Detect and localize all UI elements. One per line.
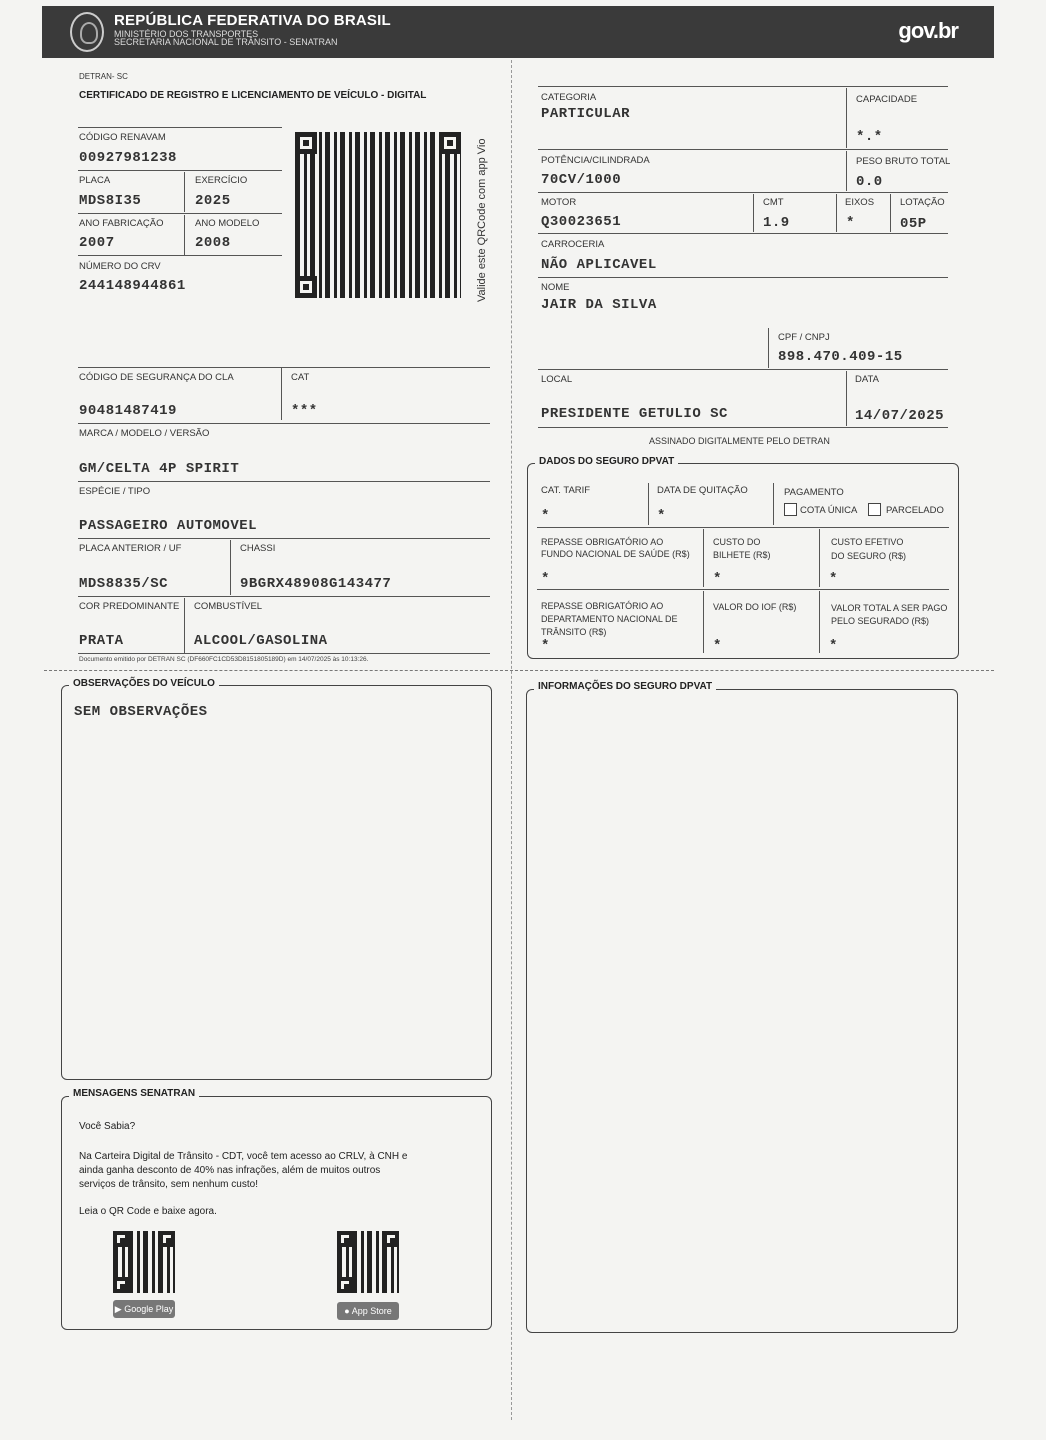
govbr-logo: gov.br: [898, 18, 958, 43]
cor-label: COR PREDOMINANTE: [79, 601, 180, 612]
combustivel-label: COMBUSTÍVEL: [194, 601, 263, 612]
exercicio-value: 2025: [195, 193, 231, 209]
marca-value: GM/CELTA 4P SPIRIT: [79, 461, 240, 477]
cpf-value: 898.470.409-15: [778, 349, 903, 365]
google-play-icon: ▶: [114, 1304, 122, 1314]
categoria-label: CATEGORIA: [541, 92, 597, 103]
mensagens-p2b: ainda ganha desconto de 40% nas infrações, além de muitos outros: [79, 1165, 381, 1176]
info-dpvat-title: INFORMAÇÕES DO SEGURO DPVAT: [534, 681, 716, 692]
iof-value: *: [713, 638, 722, 654]
cpf-label: CPF / CNPJ: [778, 332, 830, 343]
app-store-label: App Store: [351, 1306, 392, 1316]
mensagens-p3: Leia o QR Code e baixe agora.: [79, 1206, 217, 1217]
valor-total-label2: PELO SEGURADO (R$): [831, 616, 930, 626]
repasse-fns-label2: FUNDO NACIONAL DE SAÚDE (R$): [541, 549, 690, 559]
placa-label: PLACA: [79, 175, 111, 186]
repasse-dnt-label2: DEPARTAMENTO NACIONAL DE: [541, 614, 678, 624]
chassi-value: 9BGRX48908G143477: [240, 576, 392, 592]
fold-line-horizontal: [44, 670, 994, 671]
local-value: PRESIDENTE GETULIO SC: [541, 406, 728, 422]
ano-mod-label: ANO MODELO: [195, 218, 260, 229]
lotacao-value: 05P: [900, 216, 927, 232]
cota-unica-checkbox[interactable]: [784, 503, 797, 516]
custo-bilhete-label2: BILHETE (R$): [713, 550, 771, 560]
parcelado-checkbox[interactable]: [868, 503, 881, 516]
brasil-crest-icon: [70, 12, 104, 52]
renavam-value: 00927981238: [79, 150, 177, 166]
header-title: REPÚBLICA FEDERATIVA DO BRASIL: [114, 12, 391, 29]
repasse-fns-value: *: [541, 571, 550, 587]
custo-efetivo-label1: CUSTO EFETIVO: [831, 537, 904, 547]
cor-value: PRATA: [79, 633, 124, 649]
mensagens-p2a: Na Carteira Digital de Trânsito - CDT, você tem acesso ao CRLV, à CNH e: [79, 1151, 408, 1162]
mensagens-title: MENSAGENS SENATRAN: [69, 1088, 199, 1099]
placa-ant-value: MDS8835/SC: [79, 576, 169, 592]
placa-value: MDS8I35: [79, 193, 142, 209]
crv-label: NÚMERO DO CRV: [79, 261, 161, 272]
cat-tarif-value: *: [541, 508, 550, 524]
data-quit-value: *: [657, 508, 666, 524]
google-play-badge[interactable]: [113, 1300, 175, 1318]
cla-label: CÓDIGO DE SEGURANÇA DO CLA: [79, 372, 234, 383]
data-value: 14/07/2025: [855, 408, 945, 424]
especie-label: ESPÉCIE / TIPO: [79, 486, 151, 497]
data-label: DATA: [855, 374, 879, 385]
custo-efetivo-label2: DO SEGURO (R$): [831, 551, 907, 561]
mensagens-p1: Você Sabia?: [79, 1121, 136, 1132]
eixos-label: EIXOS: [845, 197, 875, 208]
cla-value: 90481487419: [79, 403, 177, 419]
cmt-value: 1.9: [763, 215, 790, 231]
header-ministry: MINISTÉRIO DOS TRANSPORTES: [114, 29, 259, 39]
lotacao-label: LOTAÇÃO: [900, 197, 945, 208]
ano-fab-label: ANO FABRICAÇÃO: [79, 218, 164, 229]
repasse-dnt-value: *: [541, 638, 550, 654]
issuer: DETRAN- SC: [79, 72, 128, 81]
pagamento-label: PAGAMENTO: [784, 487, 844, 498]
observacoes-title: OBSERVAÇÕES DO VEÍCULO: [69, 678, 219, 689]
observacoes-box: [61, 685, 492, 1080]
especie-value: PASSAGEIRO AUTOMOVEL: [79, 518, 258, 534]
custo-bilhete-label1: CUSTO DO: [713, 537, 761, 547]
nome-label: NOME: [541, 282, 570, 293]
mensagens-p2c: serviços de trânsito, sem nenhum custo!: [79, 1179, 258, 1190]
placa-ant-label: PLACA ANTERIOR / UF: [79, 543, 182, 554]
carroceria-label: CARROCERIA: [541, 239, 605, 250]
validation-qr-code[interactable]: [295, 132, 461, 298]
repasse-dnt-label1: REPASSE OBRIGATÓRIO AO: [541, 601, 664, 611]
valor-total-label1: VALOR TOTAL A SER PAGO: [831, 603, 948, 613]
categoria-value: PARTICULAR: [541, 106, 631, 122]
capacidade-label: CAPACIDADE: [856, 94, 918, 105]
valor-total-value: *: [829, 638, 838, 654]
capacidade-value: *.*: [856, 129, 883, 145]
carroceria-value: NÃO APLICAVEL: [541, 257, 657, 273]
crv-value: 244148944861: [79, 278, 186, 294]
google-play-label: Google Play: [124, 1304, 174, 1314]
app-store-badge[interactable]: [337, 1302, 399, 1320]
observacoes-value: SEM OBSERVAÇÕES: [74, 704, 208, 720]
nome-value: JAIR DA SILVA: [541, 297, 657, 313]
doc-title: CERTIFICADO DE REGISTRO E LICENCIAMENTO DE VEÍCULO - DIGITAL: [79, 90, 427, 101]
repasse-dnt-label3: TRÂNSITO (R$): [541, 627, 607, 637]
marca-label: MARCA / MODELO / VERSÃO: [79, 428, 210, 439]
cmt-label: CMT: [763, 197, 784, 208]
custo-bilhete-value: *: [713, 571, 722, 587]
data-quit-label: DATA DE QUITAÇÃO: [657, 485, 748, 496]
custo-efetivo-value: *: [829, 571, 838, 587]
iof-label: VALOR DO IOF (R$): [713, 602, 797, 612]
chassi-label: CHASSI: [240, 543, 276, 554]
ano-mod-value: 2008: [195, 235, 231, 251]
google-play-qr-code[interactable]: [113, 1231, 175, 1293]
apple-icon: ●: [344, 1306, 350, 1316]
assinado-text: ASSINADO DIGITALMENTE PELO DETRAN: [649, 436, 830, 446]
header-secretaria: SECRETARIA NACIONAL DE TRÂNSITO - SENATRAN: [114, 37, 338, 47]
footer-note: Documento emitido por DETRAN SC (DF660FC1CD53D8151805189D) em 14/07/2025 às 10:13:26.: [79, 656, 369, 663]
fold-line-vertical: [511, 60, 512, 1420]
exercicio-label: EXERCÍCIO: [195, 175, 248, 186]
peso-value: 0.0: [856, 174, 883, 190]
ano-fab-value: 2007: [79, 235, 115, 251]
cat-label: CAT: [291, 372, 310, 383]
potencia-value: 70CV/1000: [541, 172, 622, 188]
peso-label: PESO BRUTO TOTAL: [856, 156, 951, 167]
local-label: LOCAL: [541, 374, 573, 385]
cat-tarif-label: CAT. TARIF: [541, 485, 591, 496]
potencia-label: POTÊNCIA/CILINDRADA: [541, 155, 650, 166]
combustivel-value: ALCOOL/GASOLINA: [194, 633, 328, 649]
dpvat-title: DADOS DO SEGURO DPVAT: [535, 456, 678, 467]
app-store-qr-code[interactable]: [337, 1231, 399, 1293]
header-banner: [42, 6, 994, 58]
cat-value: ***: [291, 403, 318, 419]
eixos-value: *: [846, 215, 855, 231]
motor-label: MOTOR: [541, 197, 577, 208]
motor-value: Q30023651: [541, 214, 622, 230]
cota-unica-label: COTA ÚNICA: [800, 505, 858, 516]
repasse-fns-label1: REPASSE OBRIGATÓRIO AO: [541, 537, 664, 547]
renavam-label: CÓDIGO RENAVAM: [79, 132, 166, 143]
info-dpvat-box: [526, 689, 958, 1333]
parcelado-label: PARCELADO: [886, 505, 944, 516]
qr-caption: Valide este QRCode com app Vio: [476, 138, 488, 302]
